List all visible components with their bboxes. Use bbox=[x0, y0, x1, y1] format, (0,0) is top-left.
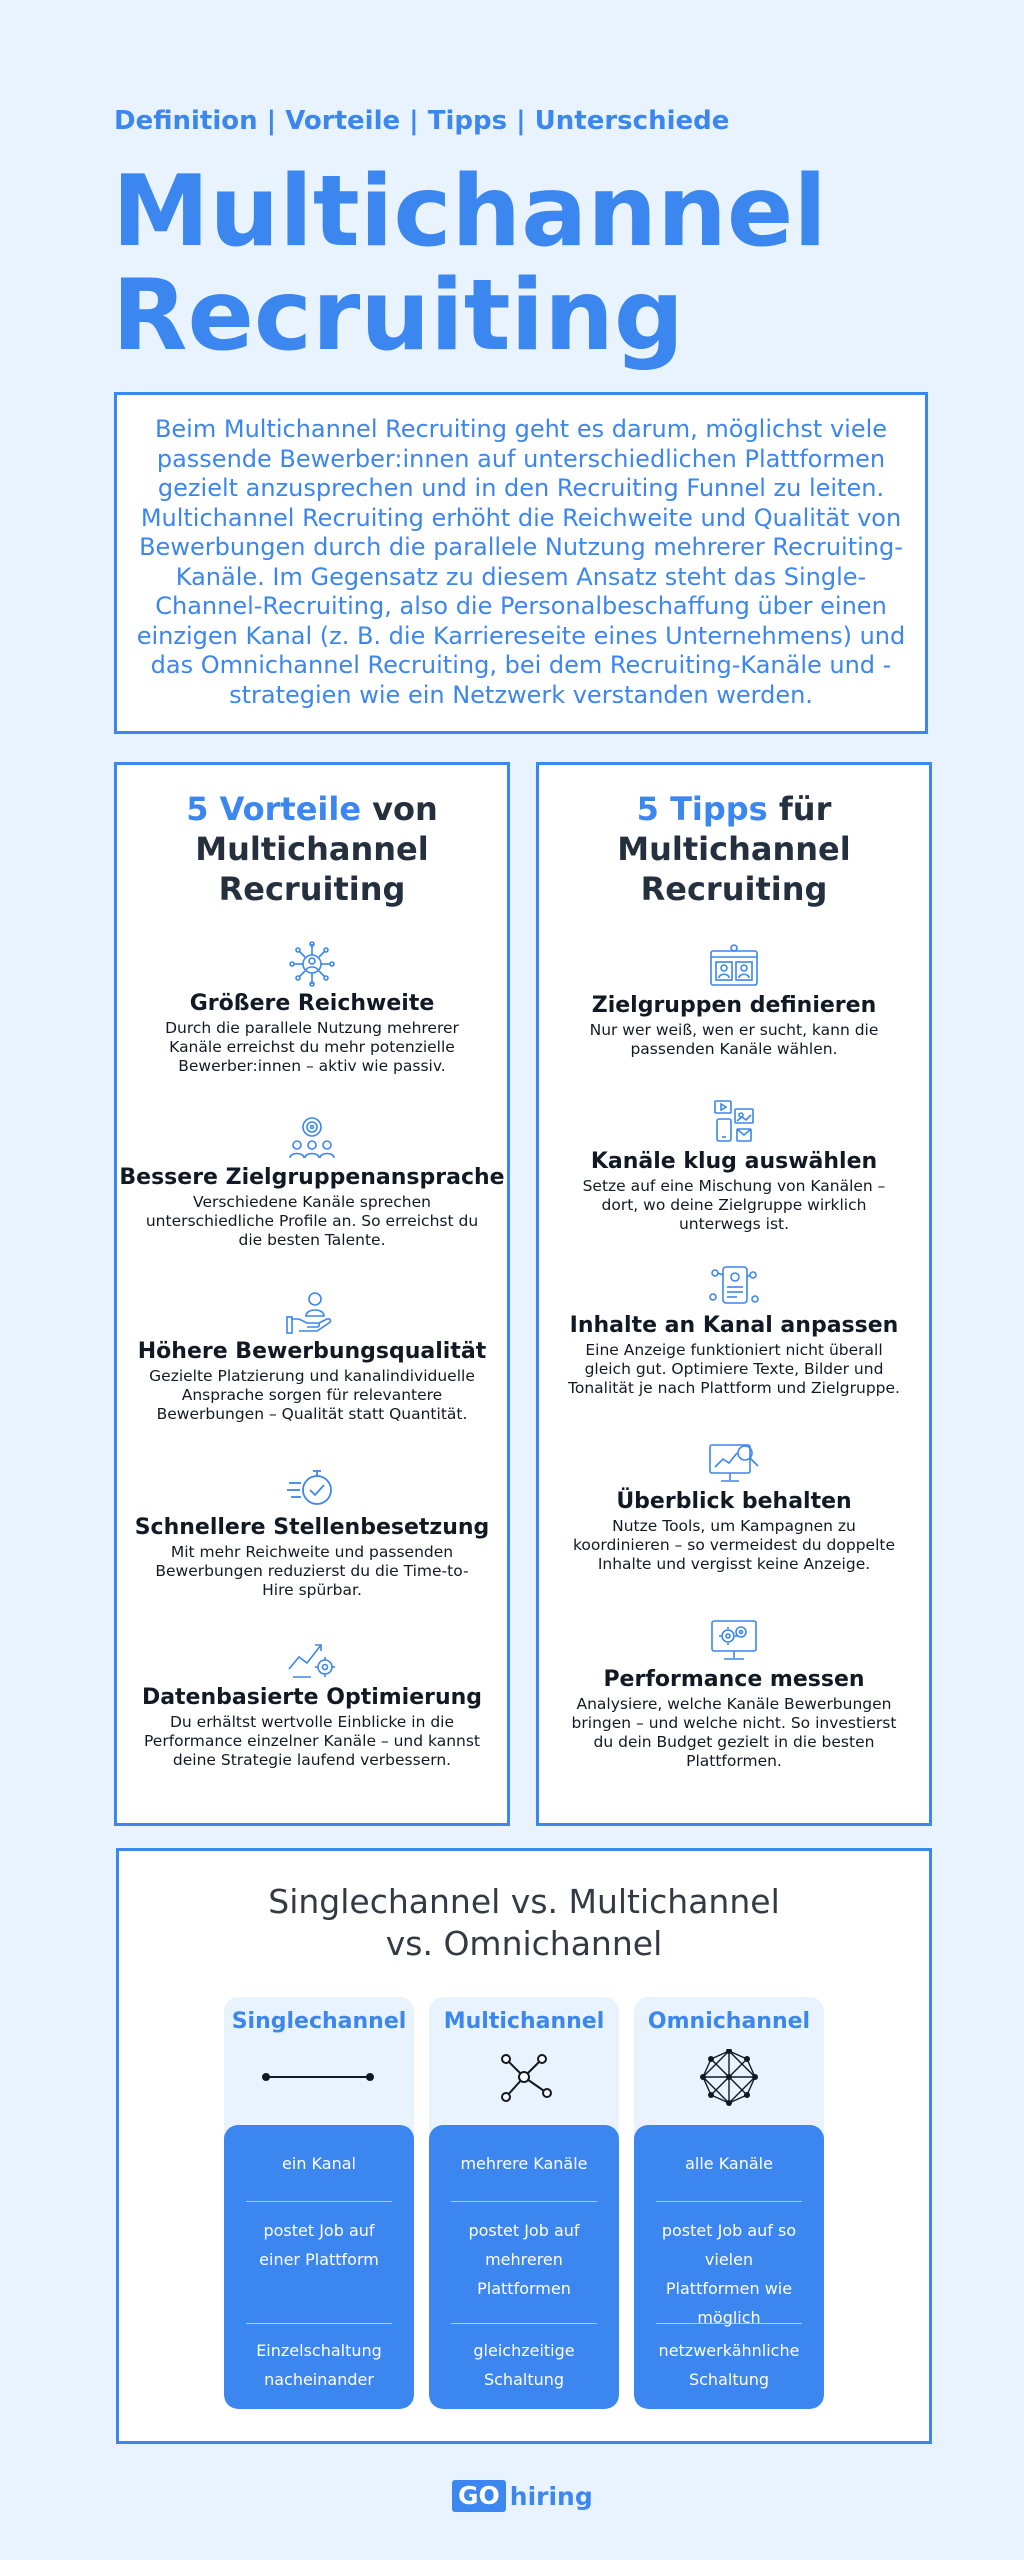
tip-title: Inhalte an Kanal anpassen bbox=[569, 1313, 899, 1338]
tip-text: Eine Anzeige funktioniert nicht überall gleich gut. Optimiere Texte, Bilder und Tonalität je nach Plattform und Zielgruppe. bbox=[568, 1341, 900, 1397]
page-subtitle: Definition | Vorteile | Tipps | Unterschiede bbox=[114, 106, 730, 136]
benefit-title: Schnellere Stellenbesetzung bbox=[134, 1515, 490, 1540]
comparison-heading-line2: vs. Omnichannel bbox=[385, 1924, 663, 1963]
card-row-posting: postet Job auf mehreren Plattformen bbox=[451, 2202, 597, 2324]
omni-network-icon bbox=[634, 2049, 824, 2119]
network-users-icon bbox=[285, 941, 339, 987]
card-row-channels: ein Kanal bbox=[246, 2125, 392, 2202]
tip-title: Zielgruppen definieren bbox=[591, 993, 877, 1018]
card-title: Omnichannel bbox=[647, 2009, 811, 2034]
tip-title: Performance messen bbox=[603, 1667, 865, 1692]
tips-heading-line2: Multichannel bbox=[617, 830, 851, 868]
multi-branch-icon bbox=[429, 2049, 619, 2119]
tip-item bbox=[539, 1263, 929, 1398]
tips-column bbox=[536, 762, 932, 1826]
title-line-1: Multichannel bbox=[112, 155, 827, 269]
page-title bbox=[112, 155, 827, 373]
card-multichannel bbox=[429, 1997, 619, 2409]
logo-hiring: hiring bbox=[509, 2481, 593, 2511]
card-title: Multichannel bbox=[443, 2009, 605, 2034]
tips-heading-line3: Recruiting bbox=[640, 870, 828, 908]
target-audience-icon bbox=[285, 1115, 339, 1161]
benefits-heading-rest: von bbox=[361, 790, 438, 828]
card-body bbox=[224, 2125, 414, 2409]
benefits-heading-line2: Multichannel bbox=[195, 830, 429, 868]
benefit-item bbox=[117, 1465, 507, 1600]
tips-heading-accent: 5 Tipps bbox=[636, 790, 768, 828]
monitor-analytics-icon bbox=[707, 1439, 761, 1485]
content-adapt-icon bbox=[707, 1263, 761, 1309]
tip-item bbox=[539, 1099, 929, 1234]
intro-box bbox=[114, 392, 928, 734]
single-line-icon bbox=[224, 2049, 414, 2119]
monitor-gears-icon bbox=[707, 1617, 761, 1663]
card-row-schedule: Einzelschaltung nacheinander bbox=[256, 2341, 382, 2389]
card-row-channels: alle Kanäle bbox=[656, 2125, 802, 2202]
tip-item bbox=[539, 943, 929, 1059]
card-singlechannel bbox=[224, 1997, 414, 2409]
tip-text: Nur wer weiß, wen er sucht, kann die passenden Kanäle wählen. bbox=[589, 1021, 879, 1058]
card-body bbox=[429, 2125, 619, 2409]
fast-check-icon bbox=[285, 1465, 339, 1511]
benefits-column bbox=[114, 762, 510, 1826]
media-channels-icon bbox=[707, 1099, 761, 1145]
tip-title: Kanäle klug auswählen bbox=[590, 1149, 878, 1174]
tip-item bbox=[539, 1617, 929, 1771]
card-row-posting: postet Job auf so vielen Plattformen wie möglich bbox=[656, 2202, 802, 2324]
tip-item bbox=[539, 1439, 929, 1574]
benefit-text: Durch die parallele Nutzung mehrerer Kanäle erreichst du mehr potenzielle Bewerber:innen – aktiv wie passiv. bbox=[165, 1019, 459, 1075]
benefit-item bbox=[117, 1115, 507, 1250]
benefit-title: Höhere Bewerbungsqualität bbox=[137, 1339, 487, 1364]
benefit-text: Verschiedene Kanäle sprechen unterschiedliche Profile an. So erreichst du die besten Talente. bbox=[145, 1193, 479, 1249]
tip-text: Setze auf eine Mischung von Kanälen – dort, wo deine Zielgruppe wirklich unterwegs ist. bbox=[582, 1177, 886, 1233]
benefits-heading-accent: 5 Vorteile bbox=[186, 790, 362, 828]
tip-text: Nutze Tools, um Kampagnen zu koordinieren – so vermeidest du doppelte Inhalte und vergisst keine Anzeige. bbox=[572, 1517, 896, 1573]
profile-cards-icon bbox=[707, 943, 761, 989]
comparison-section bbox=[116, 1848, 932, 2444]
card-body bbox=[634, 2125, 824, 2409]
hand-person-icon bbox=[285, 1289, 339, 1335]
tip-title: Überblick behalten bbox=[616, 1489, 852, 1514]
benefit-text: Gezielte Platzierung und kanalindividuelle Ansprache sorgen für relevantere Bewerbungen – Qualität statt Quantität. bbox=[149, 1367, 475, 1423]
title-line-2: Recruiting bbox=[112, 259, 685, 373]
benefit-item bbox=[117, 941, 507, 1076]
chart-gear-icon bbox=[285, 1635, 339, 1681]
comparison-heading bbox=[119, 1881, 929, 1965]
benefit-title: Größere Reichweite bbox=[189, 991, 435, 1016]
benefit-text: Mit mehr Reichweite und passenden Bewerbungen reduzierst du die Time-to-Hire spürbar. bbox=[155, 1543, 469, 1599]
benefit-title: Datenbasierte Optimierung bbox=[141, 1685, 483, 1710]
benefit-title: Bessere Zielgruppenansprache bbox=[119, 1165, 505, 1190]
benefit-item bbox=[117, 1635, 507, 1770]
comparison-heading-line1: Singlechannel vs. Multichannel bbox=[268, 1882, 780, 1921]
card-row-schedule: gleichzeitige Schaltung bbox=[473, 2341, 575, 2389]
card-omnichannel bbox=[634, 1997, 824, 2409]
tips-heading bbox=[549, 789, 919, 909]
intro-text: Beim Multichannel Recruiting geht es darum, möglichst viele passende Bewerber:innen auf unterschiedlichen Plattformen gezielt anzusprechen und in den Recruiting Funnel zu leiten. Multichannel Recruiting erhöht die Reichweite und Qualität von Bewerbungen durch die parallele Nutzung mehrerer Recruiting-Kanäle. Im Gegensatz zu diesem Ansatz steht das Single-Channel-Recruiting, also die Personalbeschaffung über einen einzigen Kanal (z. B. die Karriereseite eines Unternehmens) und das Omnichannel Recruiting, bei dem Recruiting-Kanäle und -strategien wie ein Netzwerk verstanden werden. bbox=[136, 415, 906, 709]
benefits-heading bbox=[127, 789, 497, 909]
benefit-text: Du erhältst wertvolle Einblicke in die Performance einzelner Kanäle – und kannst deine Strategie laufend verbessern. bbox=[143, 1713, 481, 1769]
benefit-item bbox=[117, 1289, 507, 1424]
tip-text: Analysiere, welche Kanäle Bewerbungen bringen – und welche nicht. So investierst du dein Budget gezielt in die besten Plattformen. bbox=[571, 1695, 897, 1770]
card-row-channels: mehrere Kanäle bbox=[451, 2125, 597, 2202]
card-row-posting: postet Job auf einer Plattform bbox=[246, 2202, 392, 2324]
card-title: Singlechannel bbox=[231, 2009, 407, 2034]
logo-go: GO bbox=[452, 2480, 506, 2512]
tips-heading-rest: für bbox=[767, 790, 832, 828]
benefits-heading-line3: Recruiting bbox=[218, 870, 406, 908]
gohiring-logo bbox=[452, 2478, 593, 2514]
card-row-schedule: netzwerkähnliche Schaltung bbox=[658, 2341, 800, 2389]
